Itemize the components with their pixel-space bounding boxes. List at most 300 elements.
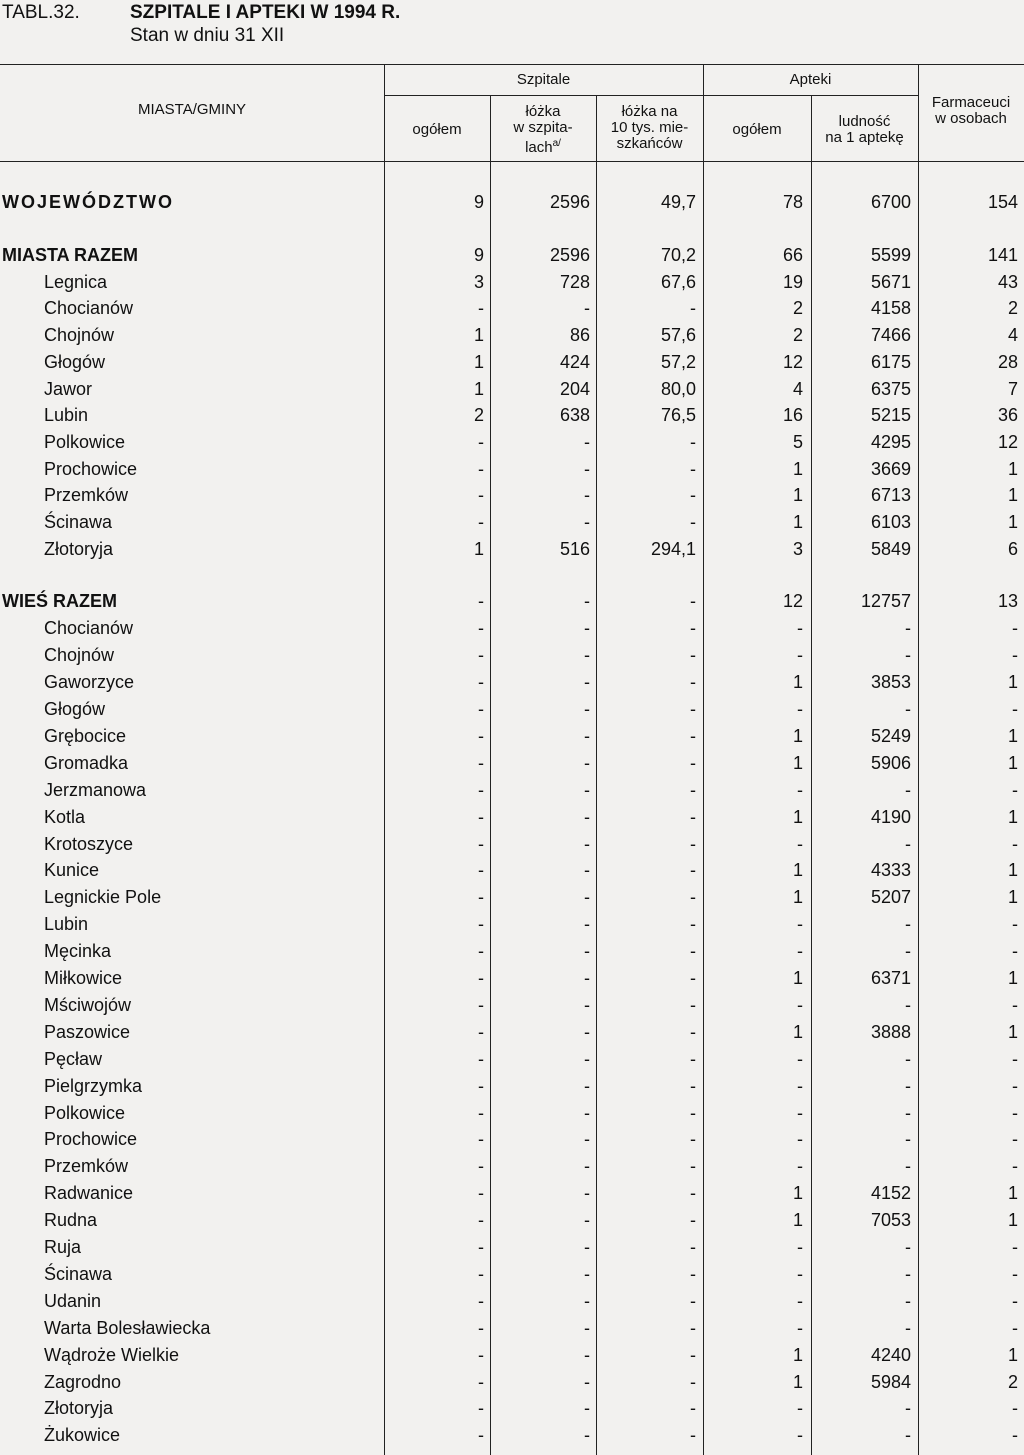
table-row (0, 1049, 1024, 1076)
row-label: Polkowice (44, 431, 126, 452)
pharmacists-header (918, 95, 1024, 127)
pharmacies-total-cell: 19 (782, 271, 803, 292)
row-label: Jawor (44, 378, 93, 399)
population-per-pharmacy-cell: - (905, 618, 911, 639)
pharmacies-total-cell: 1 (792, 725, 803, 746)
population-per-pharmacy-cell: 5671 (870, 271, 911, 292)
row-label: Przemków (44, 1156, 129, 1177)
hospitals-total-cell: - (478, 1183, 484, 1204)
hospitals-total-cell: - (478, 725, 484, 746)
hospital-beds-cell: - (584, 591, 590, 612)
beds-rate-cell: - (690, 1075, 696, 1096)
row-label: Lubin (44, 405, 89, 426)
pharmacies-total-cell: 1 (792, 1021, 803, 1042)
pharmacies-total-cell: 2 (792, 298, 803, 319)
hospital-beds-cell: - (584, 994, 590, 1015)
table-row (0, 432, 1024, 459)
row-label: Złotoryja (44, 538, 114, 559)
population-per-pharmacy-header (811, 114, 918, 146)
hospital-beds-cell: - (584, 725, 590, 746)
row-label: WOJEWÓDZTWO (2, 192, 174, 212)
population-per-pharmacy-cell: - (905, 1102, 911, 1123)
hospitals-total-cell: 1 (473, 538, 484, 559)
table-row (0, 753, 1024, 780)
pharmacies-total-cell: 1 (792, 1371, 803, 1392)
table-row (0, 1372, 1024, 1399)
hospitals-total-cell: - (478, 458, 484, 479)
table-row (0, 618, 1024, 645)
hospital-beds-cell: - (584, 1102, 590, 1123)
row-label: Warta Bolesławiecka (44, 1317, 211, 1338)
hospital-beds-cell: - (584, 1425, 590, 1446)
hospitals-total-cell: - (478, 860, 484, 881)
population-per-pharmacy-cell: 6371 (870, 968, 911, 988)
pharmacists-cell: - (1012, 994, 1018, 1015)
population-per-pharmacy-cell: 5215 (870, 405, 911, 426)
hospital-beds-cell: - (584, 1237, 590, 1257)
hospital-beds-cell: - (584, 779, 590, 800)
beds-rate-cell: - (690, 485, 696, 506)
row-label: Polkowice (44, 1102, 126, 1123)
hospitals-total-cell: 9 (473, 192, 484, 212)
hospital-beds-cell: - (584, 512, 590, 532)
pharmacists-cell: - (1012, 1048, 1018, 1069)
pharmacists-cell: 1 (1007, 1210, 1018, 1231)
hospital-beds-cell: 204 (559, 378, 590, 399)
beds-rate-header (596, 104, 703, 152)
pharmacies-total-cell: 1 (792, 1210, 803, 1231)
hospital-beds-cell: - (584, 806, 590, 827)
row-label: MIASTA RAZEM (2, 245, 138, 265)
table-row (0, 379, 1024, 406)
beds-rate-cell: 67,6 (660, 271, 696, 292)
hospitals-total-cell: - (478, 887, 484, 908)
population-per-pharmacy-cell: 4295 (870, 431, 911, 452)
row-label: Chojnów (44, 645, 115, 666)
table-row (0, 860, 1024, 887)
pharmacists-cell: - (1012, 645, 1018, 666)
pharmacies-total-cell: 78 (782, 192, 803, 212)
hospital-beds-cell: - (584, 645, 590, 666)
hospitals-total-cell: 1 (473, 325, 484, 346)
hospitals-total-cell: 9 (473, 245, 484, 265)
population-per-pharmacy-cell: - (905, 1263, 911, 1284)
pharmacies-total-cell: - (797, 699, 803, 719)
pharmacists-cell: - (1012, 618, 1018, 639)
hospitals-total-cell: - (478, 1102, 484, 1123)
pharmacies-total-cell: 12 (782, 591, 803, 612)
population-per-pharmacy-cell: - (905, 1129, 911, 1150)
hospital-beds-cell: - (584, 860, 590, 881)
pharmacists-cell: 154 (987, 192, 1018, 212)
beds-header-line: łóżka (525, 103, 561, 120)
population-per-pharmacy-cell: - (905, 914, 911, 935)
population-per-pharmacy-cell: 6700 (870, 192, 911, 212)
beds-rate-cell: 57,2 (660, 351, 696, 372)
header-bottom-rule (0, 161, 1024, 162)
hospitals-group-header: Szpitale (516, 71, 571, 88)
row-label: Zagrodno (44, 1371, 122, 1392)
hospitals-total-cell: - (478, 1371, 484, 1392)
table-row (0, 1318, 1024, 1345)
beds-rate-cell: - (690, 887, 696, 908)
pharmacists-cell: 1 (1007, 887, 1018, 908)
footnote-mark: a/ (552, 138, 561, 149)
beds-rate-cell: - (690, 1021, 696, 1042)
hospitals-total-cell: - (478, 512, 484, 532)
pharmacies-total-cell: - (797, 1048, 803, 1069)
hospitals-total-cell: - (478, 645, 484, 666)
beds-rate-cell: - (690, 618, 696, 639)
pharmacies-total-header: ogółem (732, 121, 782, 138)
table-row (0, 1425, 1024, 1452)
population-per-pharmacy-cell: 5249 (870, 725, 911, 746)
pharmacists-cell: 1 (1007, 458, 1018, 479)
hospital-beds-cell: - (584, 887, 590, 908)
pharmacies-total-cell: 1 (792, 968, 803, 988)
table-title: SZPITALE I APTEKI W 1994 R. (130, 2, 401, 23)
pharmacists-cell: - (1012, 1156, 1018, 1177)
hospitals-total-cell: - (478, 1425, 484, 1446)
table-row (0, 645, 1024, 672)
hospitals-total-header: ogółem (412, 121, 462, 138)
pharmacists-cell: 1 (1007, 968, 1018, 988)
row-label: Złotoryja (44, 1398, 114, 1419)
hospital-beds-cell: - (584, 458, 590, 479)
table-row (0, 968, 1024, 995)
pharmacies-total-cell: - (797, 1129, 803, 1150)
beds-rate-cell: - (690, 672, 696, 693)
table-row (0, 539, 1024, 566)
pharmacies-total-cell: 1 (792, 458, 803, 479)
population-per-pharmacy-cell: - (905, 1156, 911, 1177)
beds-rate-cell: - (690, 298, 696, 319)
pharmacies-total-cell: 1 (792, 806, 803, 827)
pharmacists-cell: 2 (1007, 1371, 1018, 1392)
pharmacies-total-cell: - (797, 914, 803, 935)
population-per-pharmacy-cell: - (905, 833, 911, 854)
beds-rate-cell: - (690, 752, 696, 773)
row-label: Paszowice (44, 1021, 131, 1042)
pharmacies-total-cell: - (797, 645, 803, 666)
row-label: Lubin (44, 914, 89, 935)
row-label: Legnickie Pole (44, 887, 162, 908)
hospitals-total-cell: - (478, 1210, 484, 1231)
pharmacists-cell: - (1012, 1317, 1018, 1338)
population-per-pharmacy-cell: - (905, 645, 911, 666)
hospital-beds-cell: - (584, 914, 590, 935)
pharmacies-total-cell: 1 (792, 512, 803, 532)
table-top-rule (0, 64, 1024, 65)
hospitals-total-cell: - (478, 1290, 484, 1311)
beds-rate-cell: - (690, 699, 696, 719)
hospital-beds-cell: - (584, 1048, 590, 1069)
pharmacists-cell: 1 (1007, 806, 1018, 827)
pharmacists-cell: 6 (1007, 538, 1018, 559)
row-label: Gaworzyce (44, 672, 135, 693)
hospital-beds-cell: - (584, 431, 590, 452)
pharmacists-cell: - (1012, 1263, 1018, 1284)
hospitals-total-cell: - (478, 941, 484, 962)
pharmacies-total-cell: - (797, 1263, 803, 1284)
pharmacists-cell: 2 (1007, 298, 1018, 319)
section-row (0, 591, 1024, 618)
table-row (0, 941, 1024, 968)
hospitals-total-cell: - (478, 298, 484, 319)
table-row (0, 1076, 1024, 1103)
pharmacies-total-cell: 1 (792, 752, 803, 773)
table-row (0, 298, 1024, 325)
row-label: Krotoszyce (44, 833, 134, 854)
beds-rate-cell: - (690, 1156, 696, 1177)
population-per-pharmacy-cell: 12757 (860, 591, 911, 612)
hospitals-total-cell: - (478, 994, 484, 1015)
table-row (0, 272, 1024, 299)
row-label: Gromadka (44, 752, 129, 773)
population-per-pharmacy-cell: 6375 (870, 378, 911, 399)
beds-rate-cell: - (690, 512, 696, 532)
pharmacies-total-cell: - (797, 1290, 803, 1311)
population-per-pharmacy-cell: 5599 (870, 245, 911, 265)
pharmacies-group-header: Apteki (789, 71, 832, 88)
table-row (0, 485, 1024, 512)
beds-rate-cell: - (690, 779, 696, 800)
beds-header (490, 104, 596, 156)
pharmacists-cell: - (1012, 833, 1018, 854)
population-per-pharmacy-cell: 5849 (870, 538, 911, 559)
table-row (0, 995, 1024, 1022)
hospitals-total-cell: 1 (473, 378, 484, 399)
row-label: Ścinawa (44, 512, 113, 532)
table-row (0, 780, 1024, 807)
table-subtitle: Stan w dniu 31 XII (130, 25, 285, 46)
pharmacies-total-cell: 12 (782, 351, 803, 372)
hospital-beds-cell: - (584, 941, 590, 962)
beds-rate-cell: - (690, 860, 696, 881)
population-header-line: na 1 aptekę (825, 129, 904, 146)
hospital-beds-cell: - (584, 1129, 590, 1150)
pharmacists-cell: 1 (1007, 1344, 1018, 1365)
beds-rate-cell: - (690, 1237, 696, 1257)
beds-rate-cell: - (690, 1371, 696, 1392)
population-per-pharmacy-cell: 3853 (870, 672, 911, 693)
table-row (0, 1022, 1024, 1049)
pharmacies-total-cell: - (797, 1075, 803, 1096)
beds-rate-header-line: szkańców (616, 135, 683, 152)
population-per-pharmacy-cell: 6175 (870, 351, 911, 372)
beds-rate-cell: - (690, 1344, 696, 1365)
section-row (0, 192, 1024, 219)
pharmacists-cell: 13 (997, 591, 1018, 612)
beds-rate-cell: - (690, 941, 696, 962)
beds-rate-cell: - (690, 1317, 696, 1338)
table-row (0, 699, 1024, 726)
hospital-beds-cell: - (584, 1156, 590, 1177)
pharmacists-cell: 1 (1007, 672, 1018, 693)
hospital-beds-cell: - (584, 1344, 590, 1365)
population-per-pharmacy-cell: - (905, 1425, 911, 1446)
hospitals-total-cell: - (478, 699, 484, 719)
beds-header-word: lach (525, 139, 553, 156)
pharmacies-total-cell: 66 (782, 245, 803, 265)
beds-header-line: w szpita- (513, 119, 573, 136)
pharmacists-header-line: w osobach (935, 110, 1007, 127)
hospital-beds-cell: - (584, 1210, 590, 1231)
pharmacists-cell: 7 (1007, 378, 1018, 399)
pharmacists-cell: - (1012, 1102, 1018, 1123)
pharmacists-cell: - (1012, 1075, 1018, 1096)
pharmacies-total-cell: 1 (792, 887, 803, 908)
pharmacists-header-line: Farmaceuci (931, 94, 1011, 111)
population-per-pharmacy-cell: 4158 (870, 298, 911, 319)
pharmacies-total-cell: - (797, 941, 803, 962)
population-per-pharmacy-cell: - (905, 1075, 911, 1096)
table-row (0, 672, 1024, 699)
row-label: Chocianów (44, 298, 134, 319)
pharmacies-total-cell: - (797, 833, 803, 854)
table-row (0, 1237, 1024, 1264)
table-row (0, 1156, 1024, 1183)
hospital-beds-cell: - (584, 1021, 590, 1042)
population-per-pharmacy-cell: 3669 (870, 458, 911, 479)
beds-rate-cell: - (690, 458, 696, 479)
beds-rate-cell: - (690, 591, 696, 612)
beds-rate-cell: - (690, 725, 696, 746)
pharmacists-cell: 12 (997, 431, 1018, 452)
pharmacists-cell: - (1012, 779, 1018, 800)
beds-rate-cell: - (690, 1129, 696, 1150)
hospital-beds-cell: - (584, 752, 590, 773)
table-row (0, 1103, 1024, 1130)
pharmacists-cell: - (1012, 1129, 1018, 1150)
beds-rate-cell: - (690, 833, 696, 854)
pharmacists-cell: - (1012, 1237, 1018, 1257)
beds-rate-cell: 80,0 (660, 378, 696, 399)
row-label: Miłkowice (44, 968, 123, 988)
pharmacists-cell: 1 (1007, 1183, 1018, 1204)
hospital-beds-cell: 86 (569, 325, 590, 346)
hospitals-total-cell: - (478, 672, 484, 693)
table-row (0, 1291, 1024, 1318)
hospital-beds-cell: - (584, 1317, 590, 1338)
pharmacies-total-cell: - (797, 1425, 803, 1446)
table-row (0, 1345, 1024, 1372)
beds-rate-header-line: 10 tys. mie- (610, 119, 689, 136)
hospitals-total-cell: 2 (473, 405, 484, 426)
pharmacies-total-cell: 1 (792, 672, 803, 693)
hospitals-total-cell: - (478, 779, 484, 800)
table-row (0, 807, 1024, 834)
row-label: Przemków (44, 485, 129, 506)
hospital-beds-cell: - (584, 1075, 590, 1096)
row-label: Głogów (44, 351, 106, 372)
pharmacists-cell: 36 (997, 405, 1018, 426)
row-label: Prochowice (44, 1129, 138, 1150)
hospital-beds-cell: 2596 (549, 245, 590, 265)
beds-rate-cell: - (690, 1102, 696, 1123)
row-label: Prochowice (44, 458, 138, 479)
population-per-pharmacy-cell: 5906 (870, 752, 911, 773)
pharmacists-cell: - (1012, 1290, 1018, 1311)
hospital-beds-cell: 516 (559, 538, 590, 559)
pharmacies-total-cell: 2 (792, 325, 803, 346)
table-row (0, 1398, 1024, 1425)
group-header-rule (384, 95, 918, 96)
hospitals-total-cell: - (478, 1048, 484, 1069)
row-label: Ścinawa (44, 1263, 113, 1284)
beds-rate-cell: - (690, 1263, 696, 1284)
row-label: Chocianów (44, 618, 134, 639)
hospital-beds-cell: - (584, 672, 590, 693)
pharmacists-cell: 1 (1007, 752, 1018, 773)
pharmacists-cell: 1 (1007, 860, 1018, 881)
hospitals-total-cell: - (478, 833, 484, 854)
pharmacies-total-cell: 1 (792, 1344, 803, 1365)
table-row (0, 1183, 1024, 1210)
population-per-pharmacy-cell: - (905, 699, 911, 719)
row-label: WIEŚ RAZEM (2, 591, 117, 612)
population-per-pharmacy-cell: - (905, 1398, 911, 1419)
beds-rate-header-line: łóżka na (621, 103, 678, 120)
population-header-line: ludność (838, 113, 891, 130)
row-label: Rudna (44, 1210, 98, 1231)
pharmacies-total-cell: - (797, 1317, 803, 1338)
section-row (0, 245, 1024, 272)
hospitals-total-cell: - (478, 806, 484, 827)
row-label: Mściwojów (44, 994, 132, 1015)
row-label: Grębocice (44, 725, 127, 746)
row-label: Radwanice (44, 1183, 134, 1204)
table-number: TABL.32. (2, 2, 80, 23)
table-row (0, 914, 1024, 941)
table-row (0, 887, 1024, 914)
beds-rate-cell: - (690, 1183, 696, 1204)
pharmacies-total-cell: - (797, 1156, 803, 1177)
population-per-pharmacy-cell: 7466 (870, 325, 911, 346)
population-per-pharmacy-cell: 4190 (870, 806, 911, 827)
pharmacies-total-cell: - (797, 779, 803, 800)
hospitals-total-cell: - (478, 968, 484, 988)
pharmacists-cell: 4 (1007, 325, 1018, 346)
population-per-pharmacy-cell: - (905, 1048, 911, 1069)
row-label: Kotla (44, 806, 86, 827)
pharmacists-cell: 1 (1007, 512, 1018, 532)
hospital-beds-cell: 424 (559, 351, 590, 372)
row-label: Chojnów (44, 325, 115, 346)
row-label: Wądroże Wielkie (44, 1344, 180, 1365)
beds-rate-cell: - (690, 1048, 696, 1069)
hospitals-total-cell: - (478, 1021, 484, 1042)
hospitals-total-cell: - (478, 1317, 484, 1338)
row-label: Pęcław (44, 1048, 103, 1069)
beds-rate-cell: - (690, 431, 696, 452)
beds-rate-cell: - (690, 1290, 696, 1311)
pharmacists-cell: 1 (1007, 1021, 1018, 1042)
hospitals-total-cell: - (478, 591, 484, 612)
beds-rate-cell: - (690, 968, 696, 988)
hospitals-total-cell: - (478, 1263, 484, 1284)
row-label: Męcinka (44, 941, 112, 962)
hospital-beds-cell: 2596 (549, 192, 590, 212)
beds-rate-cell: 76,5 (660, 405, 696, 426)
pharmacies-total-cell: - (797, 1102, 803, 1123)
hospitals-total-cell: 1 (473, 351, 484, 372)
beds-rate-cell: - (690, 645, 696, 666)
beds-rate-cell: - (690, 994, 696, 1015)
beds-header-line (490, 136, 596, 156)
pharmacies-total-cell: 16 (782, 405, 803, 426)
population-per-pharmacy-cell: 6103 (870, 512, 911, 532)
